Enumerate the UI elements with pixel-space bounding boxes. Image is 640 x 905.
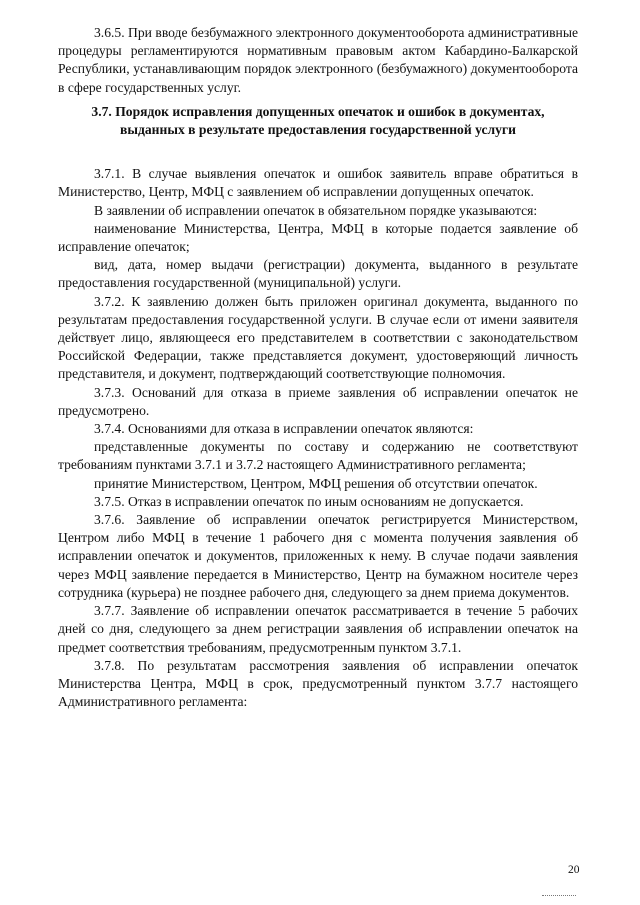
section-heading: 3.7. Порядок исправления допущенных опечаток и ошибок в документах, выданных в результате предоставления государственной услуги	[91, 103, 545, 138]
document-page	[58, 24, 578, 711]
paragraph-3-7-6: 3.7.6. Заявление об исправлении опечаток регистрируется Министерством, Центром либо МФЦ в течение 1 рабочего дня с момента получения заявления об исправлении опечаток и документов, приложенных к нему. В случае подачи заявления через МФЦ заявление передается в Министерство, Центр на бумажном носителе через сотрудника (курьера) не позднее рабочего дня, следующего за днем приема документов.	[58, 512, 578, 600]
paragraph-ministry-name: наименование Министерства, Центра, МФЦ в которые подается заявление об исправление опечаток;	[58, 220, 578, 255]
paragraph-3-7-7: 3.7.7. Заявление об исправлении опечаток рассматривается в течение 5 рабочих дней со дня, следующего за днем регистрации заявления об исправлении опечаток на предмет соответствия требованиям, предусмотренным пунктом 3.7.1.	[58, 603, 578, 655]
paragraph-document-details: вид, дата, номер выдачи (регистрации) документа, выданного в результате предоставления государственной (муниципальной) услуги.	[58, 257, 578, 291]
paragraph-3-7-2: 3.7.2. К заявлению должен быть приложен оригинал документа, выданного по результатам предоставления государственной услуги. В случае если от имени заявителя действует лицо, являющееся его представителем в соответствии с законодательством Российской Федерации, также представляется документ, удостоверяющий личность представителя, и документ, подтверждающий соответствующие полномочия.	[58, 293, 578, 382]
page-number: 20	[568, 864, 580, 876]
footer-mark	[542, 895, 576, 896]
paragraph-3-6-5: 3.6.5. При вводе безбумажного электронного документооборота административные процедуры регламентируются нормативным правовым актом Кабардино-Балкарской Республики, устанавливающим порядок электронного (безбумажного) документооборота в сфере государственных услуг.	[58, 25, 578, 95]
paragraph-3-7-4: 3.7.4. Основаниями для отказа в исправлении опечаток являются:	[94, 421, 474, 437]
paragraph-3-7-5: 3.7.5. Отказ в исправлении опечаток по иным основаниям не допускается.	[94, 493, 524, 509]
paragraph-application-contents: В заявлении об исправлении опечаток в обязательном порядке указываются:	[94, 202, 538, 218]
paragraph-no-typos-decision: принятие Министерством, Центром, МФЦ решения об отсутствии опечаток.	[94, 475, 538, 491]
paragraph-3-7-1: 3.7.1. В случае выявления опечаток и ошибок заявитель вправе обратиться в Министерство, Центр, МФЦ с заявлением об исправлении допущенных опечаток.	[58, 166, 578, 200]
paragraph-3-7-3: 3.7.3. Оснований для отказа в приеме заявления об исправлении опечаток не предусмотрено.	[58, 384, 578, 418]
paragraph-3-7-8: 3.7.8. По результатам рассмотрения заявления об исправлении опечаток Министерства Центра, МФЦ в срок, предусмотренный пунктом 3.7.7 настоящего Административного регламента:	[58, 657, 578, 710]
paragraph-documents-not-matching: представленные документы по составу и содержанию не соответствуют требованиям пунктами 3.7.1 и 3.7.2 настоящего Административного регламента;	[58, 439, 578, 473]
